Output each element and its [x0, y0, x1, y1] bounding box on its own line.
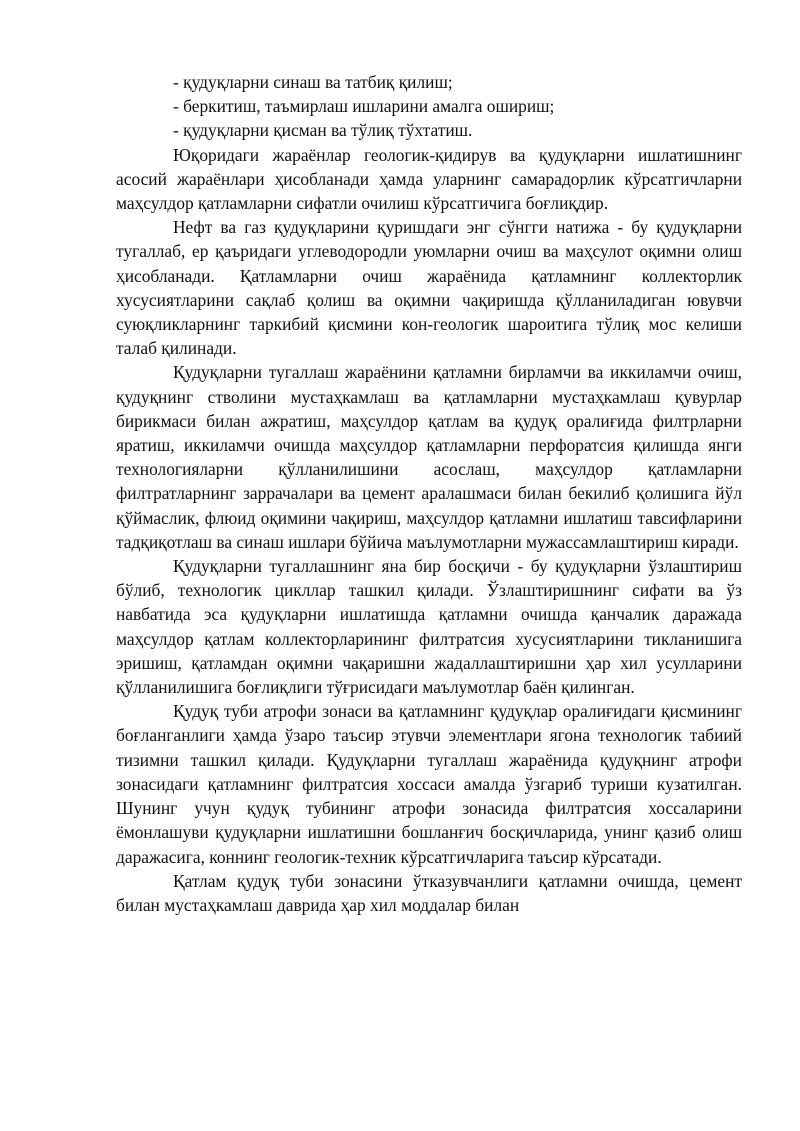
list-item-repair: - беркитиш, таъмирлаш ишларини амалга ошириш; — [173, 96, 555, 117]
paragraph-processes: Юқоридаги жараёнлар геологик-қидирув ва қудуқларни ишлатишнинг асосий жараёнлари ҳисобланади ҳамда уларнинг самарадорлик кўрсатгичларни маҳсулдор қатламларни сифатли очилиш кўрсатгичига боғлиқдир. — [116, 144, 742, 214]
paragraph-bottomhole-zone: Қудуқ туби атрофи зонаси ва қатламнинг қудуқлар оралиғидаги қисмининг боғланганлиги ҳамда ўзаро таъсир этувчи элементлари ягона технологик табиий тизимни ташкил қилади. Қудуқларни тугаллаш жараёнида қудуқнинг атрофи зонасидаги қатламнинг филтратсия хоссаси амалда ўзгариб туриши кузатилган. Шунинг учун қудуқ тубининг атрофи зонасида филтратсия хоссаларини ёмонлашуви қудуқларни ишлатишни бошланғич босқичларида, унинг қазиб олиш даражасига, коннинг геологик-техник кўрсатгичларига таъсир кўрсатади. — [116, 701, 742, 867]
list-item-testing: - қудуқларни синаш ва татбиқ қилиш; — [173, 72, 453, 92]
paragraph-development-stage: Қудуқларни тугаллашнинг яна бир босқичи - бу қудуқларни ўзлаштириш бўлиб, технологик цикллар ташкил қилади. Ўзлаштиришнинг сифати ва ўз навбатида эса қудуқларни ишлатишда қатламни очишда қанчалик даражада маҳсулдор қатлам коллекторларининг филтратсия хусусиятларини тикланишига эришиш, қатламдан оқимни чақаришни жадаллаштиришни ҳар хил усулларини қўлланилишига боғлиқлиги тўғрисидаги маълумотлар баён қилинган. — [116, 556, 742, 698]
list-item-shutdown: - қудуқларни қисман ва тўлиқ тўхтатиш. — [173, 120, 473, 141]
paragraph-final-result: Нефт ва газ қудуқларини қуришдаги энг сўнгги натижа - бу қудуқларни тугаллаб, ер қаъридаги углеводородли уюмларни очиш ва маҳсулот оқимни олиш ҳисобланади. Қатламларни очиш жараёнида қатламнинг коллекторлик хусусиятларини сақлаб қолиш ва оқимни чақиришда қўлланиладиган ювувчи суюқликларнинг таркибий қисмини кон-геологик шароитига тўлиқ мос келиши талаб қилинади. — [116, 217, 742, 359]
paragraph-completion-process: Қудуқларни тугаллаш жараёнини қатламни бирламчи ва иккиламчи очиш, қудуқнинг стволини мустаҳкамлаш ва қатламларни мустаҳкамлаш қувурлар бирикмаси билан ажратиш, маҳсулдор қатлам ва қудуқ оралиғида филтрларни яратиш, иккиламчи очишда маҳсулдор қатламларни перфоратсия қилишда янги технологияларни қўлланилишини асослаш, маҳсулдор қатламларни филтратларнинг заррачалари ва цемент аралашмаси билан бекилиб қолишига йўл қўймаслик, флюид оқимини чақириш, маҳсулдор қатламни ишлатиш тавсифларини тадқиқотлаш ва синаш ишлари бўйича маълумотларни мужассамлаштириш киради. — [116, 362, 742, 552]
page-text — [116, 70, 742, 917]
paragraph-permeability: Қатлам қудуқ туби зонасини ўтказувчанлиги қатламни очишда, цемент билан мустаҳкамлаш даврида ҳар хил моддалар билан — [116, 870, 742, 915]
